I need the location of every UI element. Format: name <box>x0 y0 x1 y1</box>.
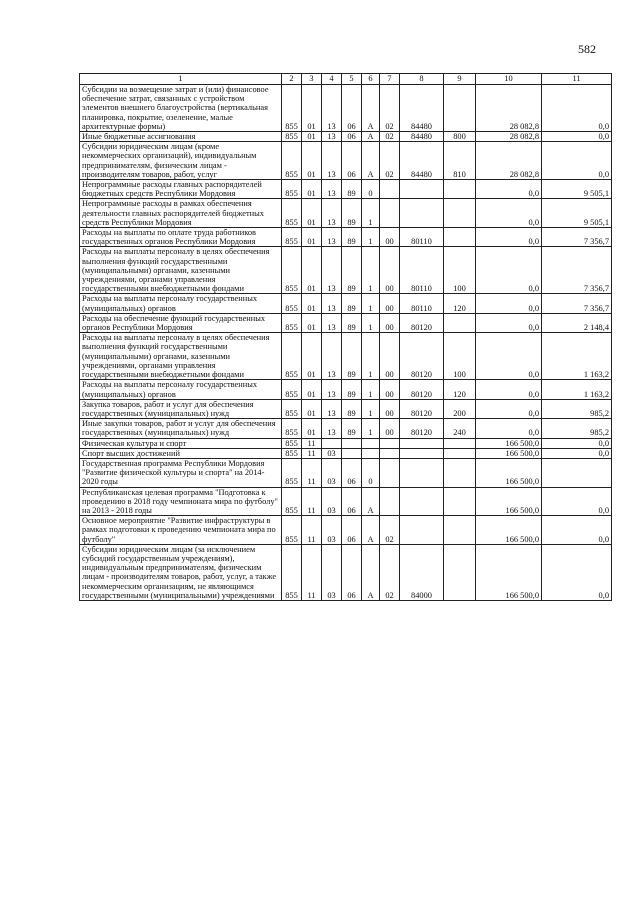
table-body <box>80 85 612 601</box>
section-cell: 11 <box>302 438 322 448</box>
section-cell: 11 <box>302 544 322 600</box>
amount-2017-cell: 985,2 <box>542 419 612 438</box>
direction-cell: 80110 <box>400 228 444 247</box>
amount-2017-cell: 7 356,7 <box>542 294 612 313</box>
expense-name-cell: Непрограммные расходы в рамках обеспечения деятельности главных распорядителей бюджетных средств Республики Мордовия <box>80 199 282 228</box>
section-cell: 01 <box>302 313 322 332</box>
section-cell: 01 <box>302 199 322 228</box>
expense-type-cell: 240 <box>444 419 476 438</box>
section-cell: 11 <box>302 516 322 545</box>
ministry-code-cell: 855 <box>282 228 302 247</box>
expense-name-cell: Расходы на выплаты по оплате труда работников государственных органов Республики Мордовия <box>80 228 282 247</box>
expense-name-cell: Расходы на выплаты персоналу в целях обеспечения выполнения функций государственными (муниципальными) органами, казенными учреждениями, органами управления государственными внебюджетными фондами <box>80 247 282 294</box>
table-row <box>80 333 612 380</box>
event-cell <box>380 448 400 458</box>
event-cell: 00 <box>380 294 400 313</box>
subsection-cell: 03 <box>322 516 342 545</box>
amount-2017-cell: 0,0 <box>542 438 612 448</box>
expense-type-cell <box>444 438 476 448</box>
amount-2017-cell: 0,0 <box>542 544 612 600</box>
subprogram-cell: А <box>362 487 380 516</box>
table-row <box>80 85 612 132</box>
event-cell: 02 <box>380 516 400 545</box>
table-row <box>80 544 612 600</box>
ministry-code-cell: 855 <box>282 142 302 180</box>
amount-2016-cell: 28 082,8 <box>476 132 542 142</box>
table-row <box>80 516 612 545</box>
direction-cell: 84480 <box>400 85 444 132</box>
direction-cell: 80120 <box>400 333 444 380</box>
subsection-cell: 13 <box>322 380 342 399</box>
expense-name-cell: Физическая культура и спорт <box>80 438 282 448</box>
subsection-cell: 03 <box>322 458 342 487</box>
section-cell: 01 <box>302 419 322 438</box>
event-cell: 02 <box>380 142 400 180</box>
amount-2016-cell: 28 082,8 <box>476 142 542 180</box>
amount-2017-cell: 0,0 <box>542 142 612 180</box>
subprogram-cell: 1 <box>362 247 380 294</box>
amount-2017-cell: 1 163,2 <box>542 380 612 399</box>
event-cell: 00 <box>380 419 400 438</box>
event-cell <box>380 438 400 448</box>
expense-name-cell: Субсидии юридическим лицам (за исключением субсидий государственным учреждениям), индивидуальным предпринимателям, физическим лицам - производителям товаров, работ, услуг, а также некоммерческим организациям, не являющимся государственными (муниципальными) учреждениями <box>80 544 282 600</box>
column-header: 9 <box>444 74 476 85</box>
column-header: 3 <box>302 74 322 85</box>
section-cell: 01 <box>302 228 322 247</box>
expense-type-cell: 100 <box>444 247 476 294</box>
column-header: 5 <box>342 74 362 85</box>
table-row <box>80 180 612 199</box>
direction-cell <box>400 448 444 458</box>
amount-2016-cell: 0,0 <box>476 199 542 228</box>
section-cell: 01 <box>302 132 322 142</box>
program-cell: 89 <box>342 294 362 313</box>
expense-type-cell: 120 <box>444 294 476 313</box>
event-cell: 00 <box>380 247 400 294</box>
ministry-code-cell: 855 <box>282 438 302 448</box>
direction-cell <box>400 180 444 199</box>
subprogram-cell: 1 <box>362 199 380 228</box>
event-cell: 00 <box>380 380 400 399</box>
table-row <box>80 132 612 142</box>
subsection-cell: 03 <box>322 448 342 458</box>
subprogram-cell: 1 <box>362 313 380 332</box>
amount-2017-cell: 0,0 <box>542 487 612 516</box>
direction-cell: 84480 <box>400 142 444 180</box>
amount-2016-cell: 166 500,0 <box>476 438 542 448</box>
table-row <box>80 399 612 418</box>
column-header: 7 <box>380 74 400 85</box>
program-cell: 89 <box>342 180 362 199</box>
section-cell: 01 <box>302 294 322 313</box>
amount-2016-cell: 0,0 <box>476 399 542 418</box>
page-number: 582 <box>578 42 596 56</box>
expense-type-cell: 810 <box>444 142 476 180</box>
expense-name-cell: Субсидии юридическим лицам (кроме некоммерческих организаций), индивидуальным предпринимателям, физическим лицам - производителям товаров, работ, услуг <box>80 142 282 180</box>
amount-2017-cell: 1 163,2 <box>542 333 612 380</box>
ministry-code-cell: 855 <box>282 487 302 516</box>
column-header: 11 <box>542 74 612 85</box>
event-cell: 00 <box>380 228 400 247</box>
direction-cell <box>400 199 444 228</box>
section-cell: 01 <box>302 180 322 199</box>
amount-2016-cell: 0,0 <box>476 380 542 399</box>
section-cell: 11 <box>302 448 322 458</box>
program-cell: 06 <box>342 516 362 545</box>
expense-type-cell: 120 <box>444 380 476 399</box>
program-cell: 06 <box>342 142 362 180</box>
event-cell <box>380 458 400 487</box>
direction-cell <box>400 487 444 516</box>
ministry-code-cell: 855 <box>282 294 302 313</box>
ministry-code-cell: 855 <box>282 85 302 132</box>
section-cell: 01 <box>302 399 322 418</box>
program-cell: 06 <box>342 544 362 600</box>
subprogram-cell: А <box>362 85 380 132</box>
direction-cell <box>400 438 444 448</box>
subprogram-cell: А <box>362 544 380 600</box>
program-cell <box>342 448 362 458</box>
subprogram-cell <box>362 438 380 448</box>
table-row <box>80 294 612 313</box>
subprogram-cell: 0 <box>362 180 380 199</box>
expense-name-cell: Расходы на выплаты персоналу государственных (муниципальных) органов <box>80 380 282 399</box>
budget-table <box>79 73 612 601</box>
subsection-cell: 13 <box>322 85 342 132</box>
table-row <box>80 228 612 247</box>
ministry-code-cell: 855 <box>282 313 302 332</box>
direction-cell <box>400 458 444 487</box>
expense-type-cell <box>444 448 476 458</box>
ministry-code-cell: 855 <box>282 247 302 294</box>
program-cell <box>342 438 362 448</box>
expense-type-cell <box>444 313 476 332</box>
subsection-cell: 13 <box>322 247 342 294</box>
subprogram-cell: А <box>362 132 380 142</box>
column-header: 2 <box>282 74 302 85</box>
expense-name-cell: Расходы на выплаты персоналу в целях обеспечения выполнения функций государственными (муниципальными) органами, казенными учреждениями, органами управления государственными внебюджетными фондами <box>80 333 282 380</box>
section-cell: 01 <box>302 142 322 180</box>
table-row <box>80 380 612 399</box>
program-cell: 06 <box>342 458 362 487</box>
table-row <box>80 487 612 516</box>
ministry-code-cell: 855 <box>282 458 302 487</box>
table-row <box>80 419 612 438</box>
program-cell: 89 <box>342 247 362 294</box>
event-cell <box>380 199 400 228</box>
amount-2016-cell: 28 082,8 <box>476 85 542 132</box>
ministry-code-cell: 855 <box>282 399 302 418</box>
event-cell: 02 <box>380 544 400 600</box>
program-cell: 06 <box>342 85 362 132</box>
amount-2016-cell: 166 500,0 <box>476 516 542 545</box>
event-cell: 00 <box>380 313 400 332</box>
ministry-code-cell: 855 <box>282 448 302 458</box>
section-cell: 11 <box>302 487 322 516</box>
program-cell: 89 <box>342 333 362 380</box>
program-cell: 89 <box>342 419 362 438</box>
column-header: 6 <box>362 74 380 85</box>
direction-cell: 84480 <box>400 132 444 142</box>
subprogram-cell: А <box>362 142 380 180</box>
amount-2017-cell: 9 505,1 <box>542 199 612 228</box>
amount-2017-cell: 0,0 <box>542 516 612 545</box>
table-row <box>80 199 612 228</box>
subsection-cell: 13 <box>322 132 342 142</box>
ministry-code-cell: 855 <box>282 333 302 380</box>
subsection-cell: 13 <box>322 294 342 313</box>
subprogram-cell: 1 <box>362 228 380 247</box>
amount-2016-cell: 0,0 <box>476 247 542 294</box>
amount-2016-cell: 166 500,0 <box>476 487 542 516</box>
table-row <box>80 313 612 332</box>
expense-type-cell <box>444 228 476 247</box>
program-cell: 06 <box>342 487 362 516</box>
subsection-cell: 13 <box>322 180 342 199</box>
expense-type-cell: 200 <box>444 399 476 418</box>
expense-type-cell <box>444 458 476 487</box>
direction-cell: 80120 <box>400 419 444 438</box>
table-row <box>80 448 612 458</box>
column-header: 8 <box>400 74 444 85</box>
section-cell: 01 <box>302 247 322 294</box>
section-cell: 01 <box>302 85 322 132</box>
subsection-cell: 13 <box>322 228 342 247</box>
event-cell: 02 <box>380 85 400 132</box>
expense-name-cell: Субсидии на возмещение затрат и (или) финансовое обеспечение затрат, связанных с устройством элементов внешнего благоустройства (вертикальная планировка, покрытие, озеленение, малые архитектурные формы) <box>80 85 282 132</box>
program-cell: 89 <box>342 380 362 399</box>
ministry-code-cell: 855 <box>282 544 302 600</box>
direction-cell: 84000 <box>400 544 444 600</box>
direction-cell: 80110 <box>400 247 444 294</box>
ministry-code-cell: 855 <box>282 199 302 228</box>
column-header: 10 <box>476 74 542 85</box>
direction-cell: 80120 <box>400 380 444 399</box>
direction-cell: 80120 <box>400 399 444 418</box>
expense-name-cell: Непрограммные расходы главных распорядителей бюджетных средств Республики Мордовия <box>80 180 282 199</box>
ministry-code-cell: 855 <box>282 132 302 142</box>
subprogram-cell: 1 <box>362 333 380 380</box>
subsection-cell: 13 <box>322 333 342 380</box>
amount-2017-cell: 0,0 <box>542 132 612 142</box>
subsection-cell: 13 <box>322 142 342 180</box>
expense-type-cell <box>444 544 476 600</box>
program-cell: 89 <box>342 399 362 418</box>
table-row <box>80 142 612 180</box>
table-row <box>80 438 612 448</box>
section-cell: 01 <box>302 380 322 399</box>
subprogram-cell: 0 <box>362 458 380 487</box>
subprogram-cell <box>362 448 380 458</box>
expense-type-cell <box>444 516 476 545</box>
subprogram-cell: 1 <box>362 399 380 418</box>
amount-2017-cell <box>542 458 612 487</box>
amount-2017-cell: 7 356,7 <box>542 228 612 247</box>
amount-2017-cell: 9 505,1 <box>542 180 612 199</box>
ministry-code-cell: 855 <box>282 419 302 438</box>
expense-type-cell <box>444 85 476 132</box>
subsection-cell: 13 <box>322 313 342 332</box>
amount-2016-cell: 0,0 <box>476 333 542 380</box>
subprogram-cell: А <box>362 516 380 545</box>
table-row <box>80 458 612 487</box>
amount-2016-cell: 0,0 <box>476 228 542 247</box>
expense-name-cell: Спорт высших достижений <box>80 448 282 458</box>
program-cell: 89 <box>342 228 362 247</box>
expense-type-cell: 800 <box>444 132 476 142</box>
expense-type-cell <box>444 199 476 228</box>
amount-2017-cell: 7 356,7 <box>542 247 612 294</box>
section-cell: 11 <box>302 458 322 487</box>
amount-2016-cell: 0,0 <box>476 313 542 332</box>
amount-2016-cell: 0,0 <box>476 294 542 313</box>
expense-name-cell: Иные бюджетные ассигнования <box>80 132 282 142</box>
amount-2016-cell: 0,0 <box>476 419 542 438</box>
subsection-cell: 03 <box>322 544 342 600</box>
column-header: 4 <box>322 74 342 85</box>
expense-type-cell: 100 <box>444 333 476 380</box>
section-cell: 01 <box>302 333 322 380</box>
amount-2016-cell: 166 500,0 <box>476 448 542 458</box>
table-row <box>80 247 612 294</box>
subsection-cell: 13 <box>322 419 342 438</box>
ministry-code-cell: 855 <box>282 516 302 545</box>
expense-name-cell: Расходы на выплаты персоналу государственных (муниципальных) органов <box>80 294 282 313</box>
program-cell: 06 <box>342 132 362 142</box>
event-cell: 00 <box>380 399 400 418</box>
expense-name-cell: Основное мероприятие "Развитие инфраструктуры в рамках подготовки к проведению чемпионата мира по футболу" <box>80 516 282 545</box>
subsection-cell: 13 <box>322 199 342 228</box>
subsection-cell: 13 <box>322 399 342 418</box>
amount-2016-cell: 166 500,0 <box>476 458 542 487</box>
subsection-cell <box>322 438 342 448</box>
event-cell: 02 <box>380 132 400 142</box>
amount-2016-cell: 0,0 <box>476 180 542 199</box>
direction-cell: 80120 <box>400 313 444 332</box>
direction-cell <box>400 516 444 545</box>
amount-2017-cell: 0,0 <box>542 448 612 458</box>
table-header-row <box>80 74 612 85</box>
amount-2017-cell: 2 148,4 <box>542 313 612 332</box>
column-header: 1 <box>80 74 282 85</box>
expense-name-cell: Государственная программа Республики Мордовия "Развитие физической культуры и спорта" на 2014-2020 годы <box>80 458 282 487</box>
subprogram-cell: 1 <box>362 294 380 313</box>
ministry-code-cell: 855 <box>282 380 302 399</box>
event-cell <box>380 180 400 199</box>
subprogram-cell: 1 <box>362 380 380 399</box>
event-cell <box>380 487 400 516</box>
program-cell: 89 <box>342 199 362 228</box>
amount-2017-cell: 0,0 <box>542 85 612 132</box>
expense-name-cell: Закупка товаров, работ и услуг для обеспечения государственных (муниципальных) нужд <box>80 399 282 418</box>
program-cell: 89 <box>342 313 362 332</box>
subprogram-cell: 1 <box>362 419 380 438</box>
amount-2017-cell: 985,2 <box>542 399 612 418</box>
amount-2016-cell: 166 500,0 <box>476 544 542 600</box>
ministry-code-cell: 855 <box>282 180 302 199</box>
subsection-cell: 03 <box>322 487 342 516</box>
expense-name-cell: Расходы на обеспечение функций государственных органов Республики Мордовия <box>80 313 282 332</box>
expense-type-cell <box>444 180 476 199</box>
expense-name-cell: Республиканская целевая программа "Подготовка к проведению в 2018 году чемпионата мира по футболу" на 2013 - 2018 годы <box>80 487 282 516</box>
direction-cell: 80110 <box>400 294 444 313</box>
event-cell: 00 <box>380 333 400 380</box>
expense-type-cell <box>444 487 476 516</box>
expense-name-cell: Иные закупки товаров, работ и услуг для обеспечения государственных (муниципальных) нужд <box>80 419 282 438</box>
